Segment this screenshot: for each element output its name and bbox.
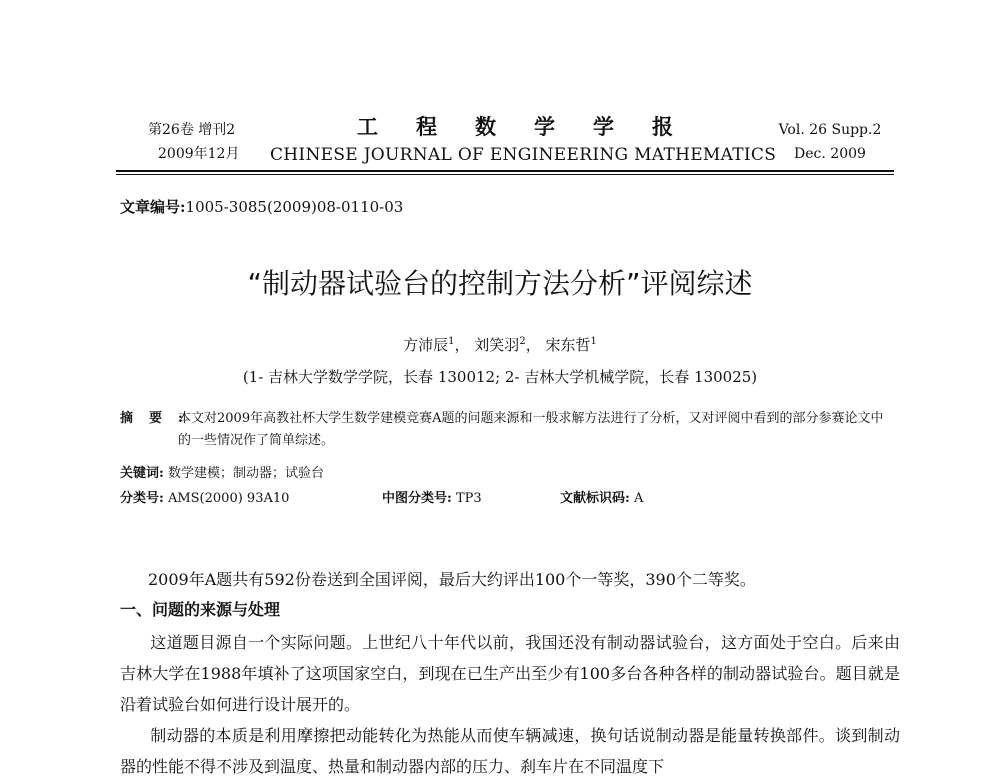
classification-item bbox=[120, 487, 382, 506]
date-cn: 2009年12月 bbox=[158, 146, 240, 162]
paragraph-text: 制动器的本质是利用摩擦把动能转化为热能从而使车辆减速，换句话说制动器是能量转换部件。谈到制动器的性能不得不涉及到温度、热量和制动器内部的压力、刹车片在不同温度下 bbox=[120, 726, 900, 776]
class-value: AMS(2000) 93A10 bbox=[167, 491, 290, 506]
article-number bbox=[120, 196, 403, 217]
keywords-label: 关键词: bbox=[120, 466, 164, 481]
author-separator: ， bbox=[454, 336, 470, 354]
body-paragraph bbox=[120, 720, 900, 782]
journal-title-block bbox=[270, 112, 777, 168]
header-volume-block bbox=[148, 118, 239, 166]
clc-value: TP3 bbox=[455, 491, 482, 506]
date-en: Dec. 2009 bbox=[794, 146, 866, 162]
classification-item bbox=[382, 487, 560, 506]
author-name: 宋东哲 bbox=[545, 336, 591, 354]
abstract-label: 摘要: bbox=[120, 411, 199, 426]
author-name: 方沛辰 bbox=[403, 336, 449, 354]
volume-en: Vol. 26 Supp.2 bbox=[778, 122, 882, 138]
author-list bbox=[0, 334, 1000, 355]
body-paragraph bbox=[120, 627, 900, 720]
keywords bbox=[120, 462, 324, 481]
journal-title-cn: 工程数学学报 bbox=[357, 114, 711, 139]
section-heading: 一、问题的来源与处理 bbox=[120, 600, 281, 619]
author-separator: ， bbox=[525, 336, 541, 354]
doc-code-value: A bbox=[633, 491, 644, 506]
journal-title-en: CHINESE JOURNAL OF ENGINEERING MATHEMATICS bbox=[270, 145, 777, 165]
author-affil-mark: 1 bbox=[590, 336, 597, 347]
abstract bbox=[120, 408, 895, 452]
header-rule-thick bbox=[116, 170, 894, 172]
class-label: 分类号: bbox=[120, 491, 164, 506]
header-rule-thin bbox=[116, 174, 894, 175]
paragraph-text: 这道题目源自一个实际问题。上世纪八十年代以前，我国还没有制动器试验台，这方面处于空白。后来由吉林大学在1988年填补了这项国家空白，到现在已生产出至少有100多台各种各样的制动器试验台。题目就是沿着试验台如何进行设计展开的。 bbox=[120, 633, 900, 714]
intro-paragraph: 2009年A题共有592份卷送到全国评阅，最后大约评出100个一等奖，390个二等奖。 bbox=[148, 570, 756, 589]
affiliations: (1- 吉林大学数学学院，长春 130012; 2- 吉林大学机械学院，长春 130025) bbox=[242, 368, 758, 386]
clc-label: 中图分类号: bbox=[382, 491, 452, 506]
volume-cn: 第26卷 增刊2 bbox=[148, 122, 236, 138]
author-affil-mark: 2 bbox=[519, 336, 526, 347]
keywords-text: 数学建模；制动器；试验台 bbox=[167, 466, 324, 481]
article-number-value: 1005-3085(2009)08-0110-03 bbox=[185, 198, 404, 216]
classification-item bbox=[560, 487, 643, 506]
header-volume-en-block bbox=[760, 118, 900, 166]
paper-title: “制动器试验台的控制方法分析”评阅综述 bbox=[247, 267, 753, 300]
author-affil-mark: 1 bbox=[448, 336, 455, 347]
doc-code-label: 文献标识码: bbox=[560, 491, 630, 506]
author-name: 刘笑羽 bbox=[474, 336, 520, 354]
classification-row bbox=[120, 487, 643, 506]
abstract-text: 本文对2009年高教社杯大学生数学建模竞赛A题的问题来源和一般求解方法进行了分析，又对评阅中看到的部分参赛论文中的一些情况作了简单综述。 bbox=[178, 411, 884, 448]
article-number-label: 文章编号: bbox=[120, 198, 186, 216]
